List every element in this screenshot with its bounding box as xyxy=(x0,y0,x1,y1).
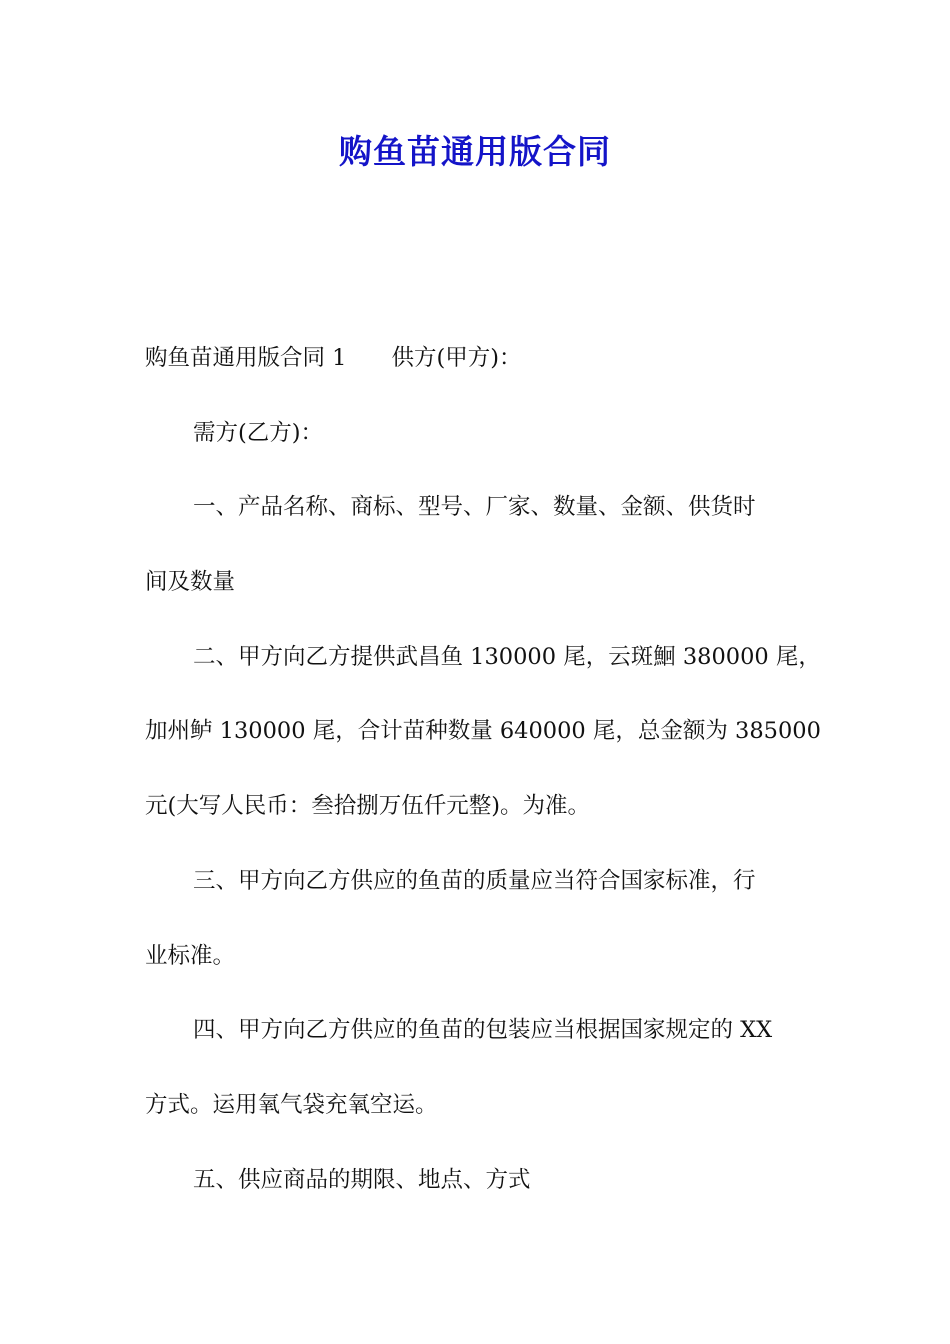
paragraph-line: 方式。运用氧气袋充氧空运。 xyxy=(145,1091,438,1118)
paragraph-line xyxy=(145,340,817,377)
document-title: 购鱼苗通用版合同 xyxy=(339,132,611,171)
paragraph-line: 四、甲方向乙方供应的鱼苗的包装应当根据国家规定的 XX xyxy=(193,1017,773,1044)
paragraph-line: 二、甲方向乙方提供武昌鱼 130000 尾，云斑鮰 380000 尾， xyxy=(193,643,821,670)
document-body xyxy=(145,340,821,1236)
paragraph-line: 元(大写人民币：叁拾捌万伍仟元整)。为准。 xyxy=(145,793,591,820)
paragraph-line: 三、甲方向乙方供应的鱼苗的质量应当符合国家标准，行 xyxy=(193,867,756,894)
supplier-label: 供方(甲方)： xyxy=(391,345,522,371)
paragraph-line: 加州鲈 130000 尾，合计苗种数量 640000 尾，总金额为 385000 xyxy=(145,718,821,745)
paragraph-line: 需方(乙方)： xyxy=(193,419,324,446)
paragraph-line: 五、供应商品的期限、地点、方式 xyxy=(193,1166,531,1193)
paragraph-line: 一、产品名称、商标、型号、厂家、数量、金额、供货时 xyxy=(193,494,756,521)
contract-heading: 购鱼苗通用版合同 1 xyxy=(145,345,347,371)
paragraph-line: 业标准。 xyxy=(145,942,236,969)
paragraph-line: 间及数量 xyxy=(145,569,236,596)
